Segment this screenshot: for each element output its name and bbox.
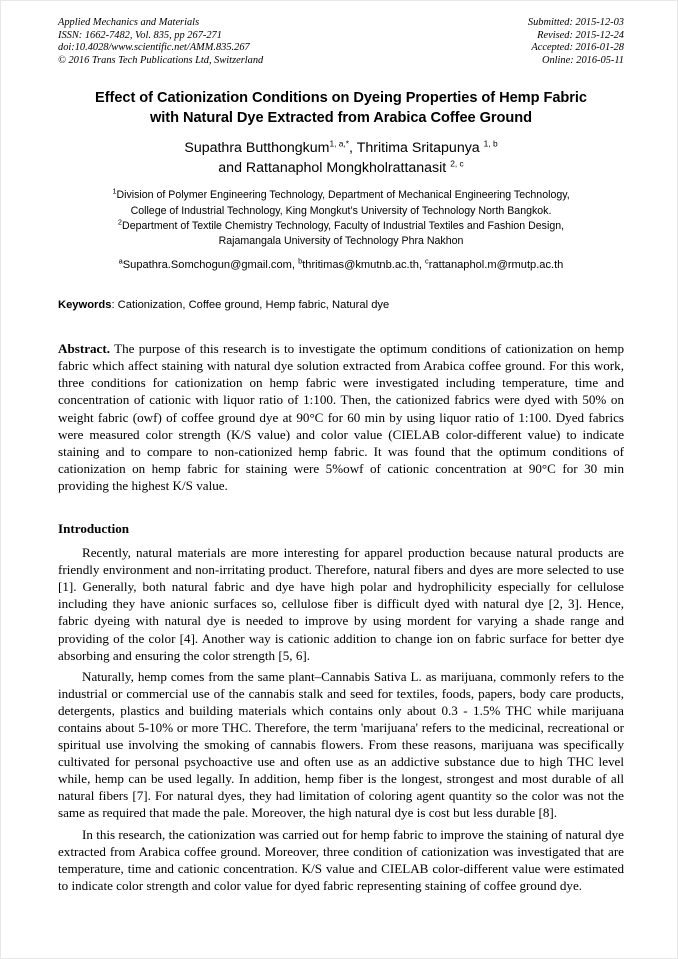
journal-name: Applied Mechanics and Materials — [58, 17, 200, 28]
author-list — [58, 139, 624, 178]
email-address-a[interactable]: Supathra.Somchogun@gmail.com, — [122, 259, 299, 272]
affiliation-2-line-2: Rajamangala University of Technology Phra Nakhon — [218, 234, 464, 247]
affiliation-marker-1: 1 — [112, 186, 117, 196]
introduction-paragraph-2: Naturally, hemp comes from the same plant–Cannabis Sativa L. as marijuana, commonly refers to the industrial or commercial use of the cannabis stalk and seed for textiles, foods, papers, body care products, detergents, plastics and building materials which contains only about 0.3 - 1.5% THC while marijuana contains about 5-10% or more THC. Therefore, the term 'marijuana' refers to the medicinal, recreational or spiritual use involving the smoking of cannabis flowers. From these reasons, marijuana was specifically cultivated for personal psychoactive use and often use as an addictive substance due to high THC level while, hemp can be used legally. In addition, hemp fiber is the longest, strongest and most durable of all natural fibers [7]. For natural dyes, they had limitation of coloring agent quantity so the color was not the same as required that made the pale. Moreover, the high natural dye is cost but less durable [8]. — [58, 668, 624, 821]
introduction-paragraph-1: Recently, natural materials are more interesting for apparel production because natural products are friendly environment and non-irritating product. Therefore, natural fibers and dyes are more selected to use [1]. Generally, both natural fabric and dye have high polar and hydrophilicity especially for cellulose including they have anionic surfaces so, cellulose fiber is difficult dyed with natural dye [2, 3]. Hence, fabric dyeing with natural dye is needed to improve by using mordent for varying a shade range and providing of the color [4]. Another way is cationic addition to change ion on fabric surface for better dye absorbing and ensuring the color strength [5, 6]. — [58, 545, 624, 663]
author-name-2: Thritima Sritapunya — [356, 140, 484, 157]
abstract-label: Abstract. — [58, 341, 110, 357]
abstract-text: The purpose of this research is to investigate the optimum conditions of cationization on hemp fabric which affect staining with natural dye solution extracted from Arabica coffee ground. For this work, three conditions for cationization on hemp fabric were investigated including temperature, time and concentration of cationic with liquor ratio of 1:100. Then, the cationized fabrics were dyed with 50% on weight fabric (owf) of coffee ground dye at 90°C for 60 min by using liquor ratio of 1:100. Dyed fabrics were measured color strength (K/S value) and color value (CIELAB color-different value) to indicate staining and to compare to non-cationized hemp fabric. It was found that the optimum conditions of cationization on hemp fabric for staining were 5%owf of cationic concentration at 90°C for 30 min providing the highest K/S value. — [58, 341, 624, 493]
email-marker-a: a — [118, 256, 123, 266]
keywords-label: Keywords — [58, 299, 112, 312]
author-affil-marker-3: 2, c — [450, 158, 464, 169]
date-revised: Revised: 2015-12-24 — [537, 29, 624, 41]
paper-title-line-1: Effect of Cationization Conditions on Dyeing Properties of Hemp Fabric — [95, 90, 587, 107]
email-address-b[interactable]: thritimas@kmutnb.ac.th, — [302, 259, 426, 272]
date-submitted: Submitted: 2015-12-03 — [527, 17, 624, 28]
keywords-line — [58, 298, 624, 313]
journal-copyright: © 2016 Trans Tech Publications Ltd, Switzerland — [58, 54, 264, 66]
author-affil-marker-1: 1, a,* — [329, 138, 350, 149]
paper-title-line-2: with Natural Dye Extracted from Arabica Coffee Ground — [150, 109, 532, 126]
keywords-text: : Cationization, Coffee ground, Hemp fabric, Natural dye — [111, 299, 390, 312]
journal-issn-volume: ISSN: 1662-7482, Vol. 835, pp 267-271 — [58, 29, 222, 41]
journal-header-right — [528, 17, 624, 67]
author-name-3: and Rattanaphol Mongkholrattanasit — [218, 159, 451, 176]
affiliation-1-text-1: Division of Polymer Engineering Technology, Department of Mechanical Engineering Technology, — [116, 189, 570, 202]
author-line-2 — [58, 159, 624, 179]
affiliation-list — [58, 188, 624, 249]
abstract-paragraph — [58, 340, 624, 494]
author-emails — [58, 258, 624, 273]
author-line-1 — [58, 139, 624, 159]
email-address-c[interactable]: rattanaphol.m@rmutp.ac.th — [428, 259, 564, 272]
affiliation-marker-2: 2 — [117, 217, 123, 227]
journal-header — [58, 17, 624, 67]
page-content — [58, 17, 624, 894]
date-online: Online: 2016-05-11 — [541, 54, 624, 66]
affiliation-2-text-1: Department of Textile Chemistry Technology, Faculty of Industrial Textiles and Fashion Design, — [122, 219, 565, 232]
section-heading-introduction: Introduction — [58, 521, 130, 537]
email-marker-c: c — [425, 256, 429, 266]
affiliation-1-line-2: College of Industrial Technology, King Mongkut’s University of Technology North Bangkok. — [130, 204, 552, 217]
introduction-paragraph-3: In this research, the cationization was carried out for hemp fabric to improve the staining of natural dye extracted from Arabica coffee ground. Moreover, three condition of cationization was investigated that are temperature, time and cationic concentration. K/S value and CIELAB color-different value were estimated to indicate color strength and color value for dyed fabric representing staining of coffee ground dye. — [58, 826, 624, 893]
author-separator: , — [349, 140, 357, 157]
date-accepted: Accepted: 2016-01-28 — [531, 42, 624, 54]
author-name-1: Supathra Butthongkum — [184, 140, 330, 157]
affiliation-1-line-1 — [58, 188, 624, 203]
email-marker-b: b — [298, 256, 303, 266]
journal-doi: doi:10.4028/www.scientific.net/AMM.835.267 — [58, 42, 250, 54]
paper-title — [58, 89, 624, 128]
author-affil-marker-2: 1, b — [483, 138, 498, 149]
journal-header-left — [58, 17, 263, 67]
affiliation-2-line-1 — [58, 219, 624, 234]
